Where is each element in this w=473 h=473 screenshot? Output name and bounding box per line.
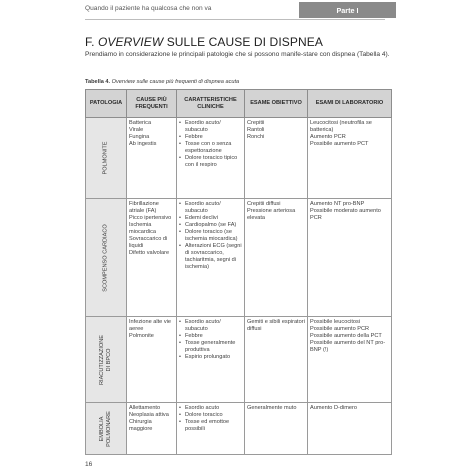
cause-line: Sovraccarico di liquidi bbox=[129, 236, 168, 249]
column-header-esami-laboratorio: ESAMI DI LABORATORIO bbox=[308, 90, 392, 118]
table-caption bbox=[85, 79, 239, 85]
patologia-cell bbox=[86, 403, 127, 455]
esame-laboratorio-line: Possibile moderato aumento PCR bbox=[310, 208, 381, 221]
caratteristica-item: • Febbre bbox=[179, 134, 242, 141]
column-header-patologia: PATOLOGIA bbox=[86, 90, 127, 118]
caratteristiche-cell bbox=[177, 199, 245, 317]
column-header-caratteristiche: CARATTERISTICHE CLINICHE bbox=[177, 90, 245, 118]
caratteristica-item: • Dolore toracico (se ischemia miocardica) bbox=[179, 229, 242, 243]
caratteristica-item: • Dolore toracico bbox=[179, 412, 242, 419]
patologia-label-line: RIACUTIZZAZIONE bbox=[99, 334, 105, 385]
table-caption-text: Overview sulle cause più frequenti di dispnea acuta bbox=[111, 79, 240, 85]
esami-laboratorio-cell bbox=[308, 403, 392, 455]
cause-cell bbox=[127, 317, 177, 403]
cause-cell bbox=[127, 199, 177, 317]
cause-line: Batterica bbox=[129, 120, 152, 126]
table-row-polmonite bbox=[86, 118, 392, 199]
section-title-rest: SULLE CAUSE DI DISPNEA bbox=[166, 35, 323, 49]
patologia-label-line: POLMONARE bbox=[106, 410, 112, 447]
page-number: 16 bbox=[85, 461, 93, 468]
caratteristica-item: • Dolore toracico tipico con il respiro bbox=[179, 155, 242, 169]
part-badge: Parte I bbox=[299, 2, 396, 18]
patologia-label bbox=[103, 142, 110, 175]
esami-laboratorio-cell bbox=[308, 317, 392, 403]
table-row-riacutizzazione-bpco bbox=[86, 317, 392, 403]
caratteristiche-cell bbox=[177, 403, 245, 455]
patologia-label-line: EMBOLIA bbox=[99, 416, 105, 441]
caratteristica-item: • Esordio acuto/ subacuto bbox=[179, 319, 242, 333]
caratteristica-list bbox=[179, 319, 242, 361]
dyspnea-causes-table bbox=[85, 89, 392, 455]
caratteristica-item: • Esordio acuto/ subacuto bbox=[179, 120, 242, 134]
section-letter: F. bbox=[85, 35, 95, 49]
cause-line: Picco ipertensivo bbox=[129, 215, 172, 221]
caratteristica-list bbox=[179, 201, 242, 271]
esame-obiettivo-line: Crepitii diffusi bbox=[247, 201, 281, 207]
caratteristica-item: • Tosse con o senza espettorazione bbox=[179, 141, 242, 155]
caratteristica-list bbox=[179, 405, 242, 433]
cause-line: Chirurgia maggiore bbox=[129, 419, 153, 432]
cause-line: Ab ingestis bbox=[129, 141, 157, 147]
section-title bbox=[85, 35, 323, 49]
table-row-embolia-polmonare bbox=[86, 403, 392, 455]
patologia-label bbox=[99, 411, 113, 447]
section-title-italic: OVERVIEW bbox=[97, 35, 164, 49]
esame-obiettivo-cell bbox=[245, 403, 308, 455]
patologia-label bbox=[103, 224, 110, 291]
patologia-label-line: POLMONITE bbox=[102, 141, 109, 175]
column-header-cause: CAUSE PIÙ FREQUENTI bbox=[127, 90, 177, 118]
esame-laboratorio-line: Aumento D-dimero bbox=[310, 405, 357, 411]
cause-cell bbox=[127, 403, 177, 455]
esame-laboratorio-line: Possibile aumento PCR bbox=[310, 326, 370, 332]
cause-line: Fibrillazione atriale (FA) bbox=[129, 201, 159, 214]
esame-laboratorio-line: Aumento NT pro-BNP bbox=[310, 201, 365, 207]
cause-line: Difetto valvolare bbox=[129, 250, 170, 256]
caratteristica-list bbox=[179, 120, 242, 169]
cause-line: Ischemia miocardica bbox=[129, 222, 157, 235]
esame-laboratorio-line: Possibile leucocitosi bbox=[310, 319, 361, 325]
caratteristica-item: • Tosse ed emottoe possibili bbox=[179, 419, 242, 433]
patologia-cell bbox=[86, 199, 127, 317]
esame-obiettivo-line: Gemiti e sibili espiratori diffusi bbox=[247, 319, 305, 332]
table-caption-label: Tabella 4. bbox=[85, 79, 111, 85]
esame-obiettivo-cell bbox=[245, 118, 308, 199]
caratteristica-item: • Esordio acuto/ subacuto bbox=[179, 201, 242, 215]
esame-laboratorio-line: Possibile aumento della PCT bbox=[310, 333, 382, 339]
patologia-label-line: DI BPCO bbox=[106, 347, 112, 372]
caratteristica-item: • Esordio acuto bbox=[179, 405, 242, 412]
caratteristica-item: • Febbre bbox=[179, 333, 242, 340]
esame-obiettivo-line: Generalmente muto bbox=[247, 405, 297, 411]
cause-line: Polmonite bbox=[129, 333, 154, 339]
intro-paragraph: Prendiamo in considerazione le principali patologie che si possono manife-stare con dispnea (Tabella 4). bbox=[85, 51, 390, 58]
patologia-label-line: SCOMPENSO CARDIACO bbox=[102, 223, 109, 292]
cause-line: Allettamento bbox=[129, 405, 161, 411]
esame-obiettivo-line: Rantoli bbox=[247, 127, 265, 133]
table-row-scompenso-cardiaco bbox=[86, 199, 392, 317]
caratteristica-item: • Alterazioni ECG (segni di sovraccarico, tachiaritmia, segni di ischemia) bbox=[179, 243, 242, 271]
running-header: Quando il paziente ha qualcosa che non va bbox=[85, 5, 212, 12]
patologia-label bbox=[99, 334, 113, 384]
caratteristiche-cell bbox=[177, 317, 245, 403]
esame-laboratorio-line: Leucocitosi (neutrofila se batterica) bbox=[310, 120, 372, 133]
caratteristica-item: • Cardiopalmo (se FA) bbox=[179, 222, 242, 229]
patologia-cell bbox=[86, 317, 127, 403]
column-header-esame-obiettivo: ESAME OBIETTIVO bbox=[245, 90, 308, 118]
table-header-row bbox=[86, 90, 392, 118]
esame-laboratorio-line: Possibile aumento PCT bbox=[310, 141, 369, 147]
esame-obiettivo-cell bbox=[245, 317, 308, 403]
caratteristica-item: • Espirio prolungato bbox=[179, 354, 242, 361]
cause-line: Infezione alte vie aeree bbox=[129, 319, 171, 332]
cause-line: Virale bbox=[129, 127, 144, 133]
esame-obiettivo-line: Pressione arteriosa elevata bbox=[247, 208, 296, 221]
caratteristica-item: • Edemi declivi bbox=[179, 215, 242, 222]
cause-line: Neoplasia attiva bbox=[129, 412, 169, 418]
esame-laboratorio-line: Possibile aumento del NT pro-BNP (!) bbox=[310, 340, 386, 353]
esame-laboratorio-line: Aumento PCR bbox=[310, 134, 346, 140]
esami-laboratorio-cell bbox=[308, 199, 392, 317]
esami-laboratorio-cell bbox=[308, 118, 392, 199]
cause-line: Fungina bbox=[129, 134, 150, 140]
esame-obiettivo-cell bbox=[245, 199, 308, 317]
caratteristiche-cell bbox=[177, 118, 245, 199]
header-divider bbox=[85, 19, 385, 20]
caratteristica-item: • Tosse generalmente produttiva bbox=[179, 340, 242, 354]
patologia-cell bbox=[86, 118, 127, 199]
esame-obiettivo-line: Crepitii bbox=[247, 120, 265, 126]
cause-cell bbox=[127, 118, 177, 199]
esame-obiettivo-line: Ronchi bbox=[247, 134, 265, 140]
